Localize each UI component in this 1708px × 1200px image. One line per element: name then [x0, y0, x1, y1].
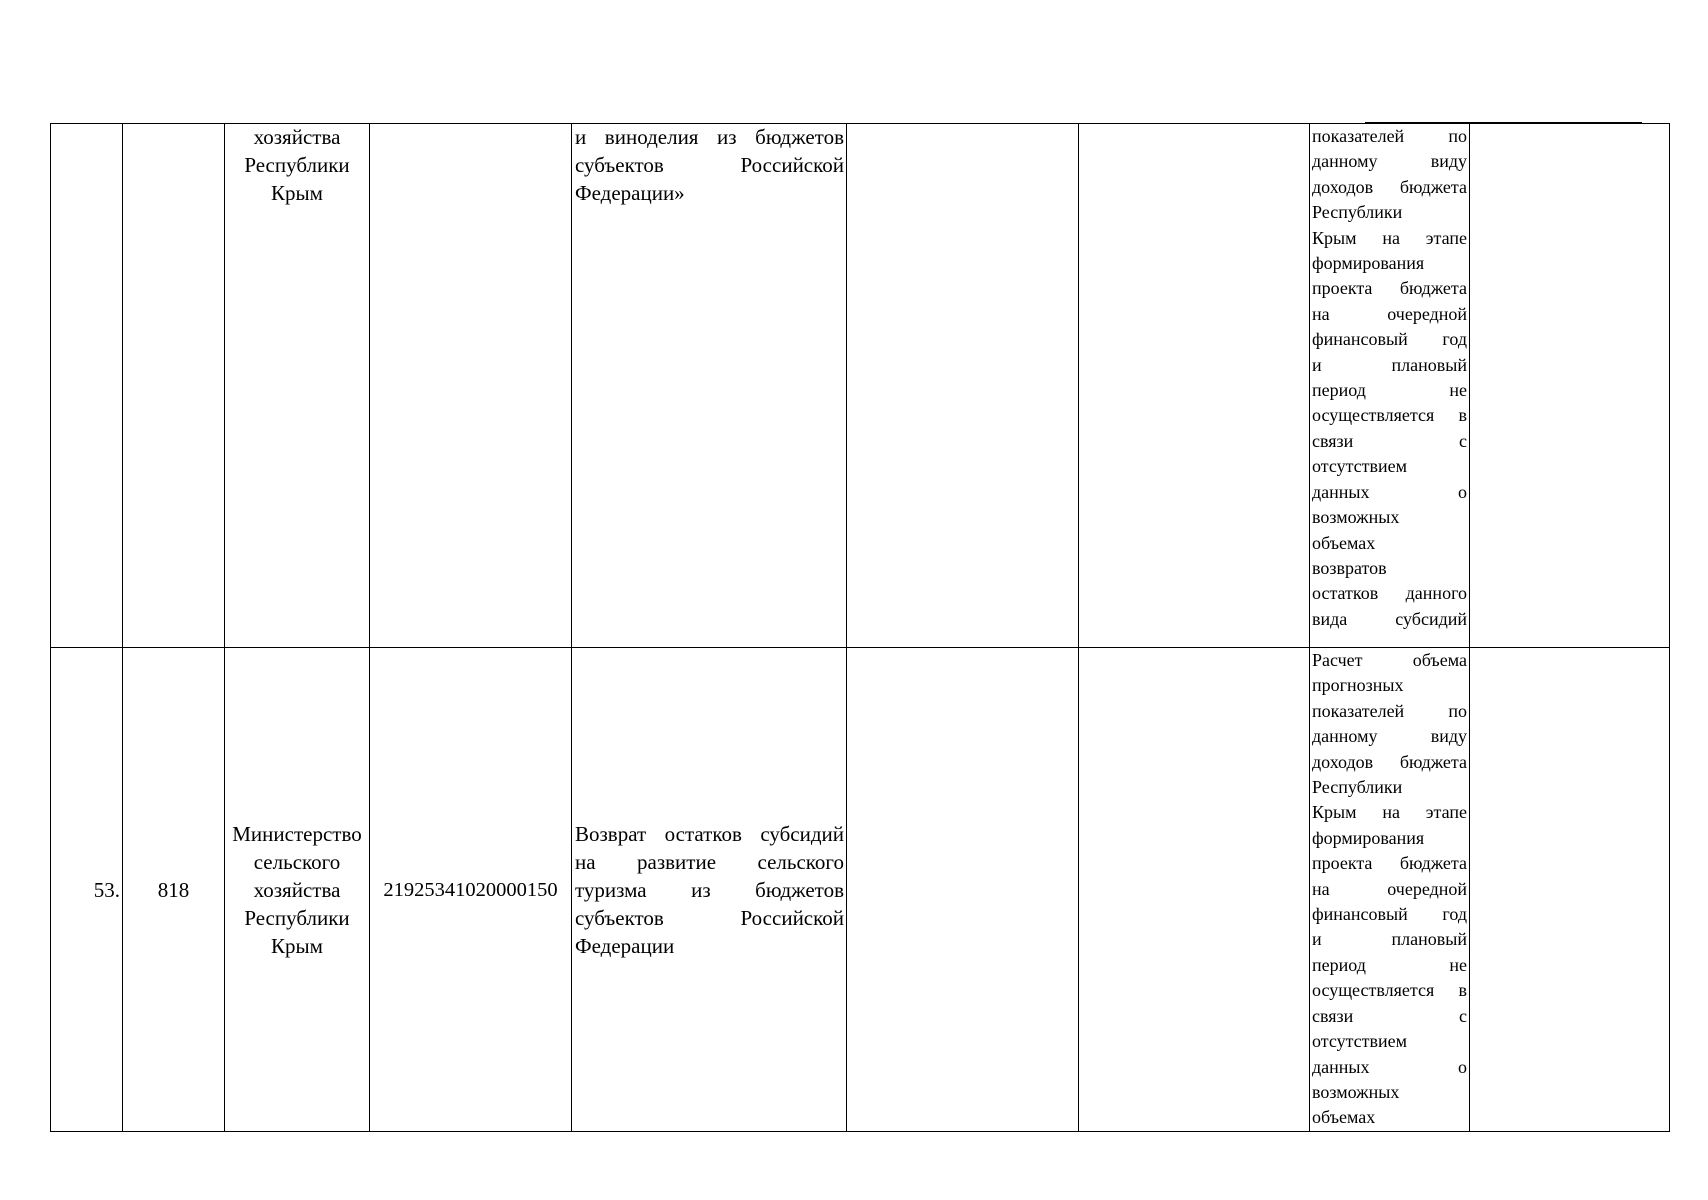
- row-number-cell: [51, 124, 123, 648]
- empty-cell: [847, 648, 1079, 1132]
- method-note-line: связи с: [1312, 1005, 1467, 1026]
- organization-line: Республики: [244, 905, 350, 930]
- method-note-line: финансовый год: [1312, 904, 1467, 925]
- code-cell: 818: [123, 648, 225, 1132]
- method-note-line: остатков данного: [1312, 583, 1467, 604]
- method-note-line: финансовый год: [1312, 329, 1467, 350]
- empty-cell: [1079, 648, 1310, 1132]
- kbk-cell: 21925341020000150: [370, 648, 572, 1132]
- table-row: [51, 648, 1670, 1132]
- organization-line: Министерство: [232, 821, 362, 846]
- revenue-name-cell: [572, 648, 847, 1132]
- empty-cell: [847, 124, 1079, 648]
- method-note-line: отсутствием: [1312, 456, 1408, 477]
- method-note: [1310, 648, 1469, 1131]
- method-note-line: объемах: [1312, 1107, 1376, 1128]
- revenue-table: [50, 123, 1670, 1132]
- method-note-line: Крым на этапе: [1312, 802, 1467, 823]
- organization-line: Крым: [271, 181, 323, 205]
- method-note-line: проекта бюджета: [1312, 278, 1467, 299]
- empty-cell: [1470, 648, 1670, 1132]
- empty-cell: [1079, 124, 1310, 648]
- organization-line: Республики: [244, 153, 350, 177]
- row-number-cell: 53.: [51, 648, 123, 1132]
- method-note-line: осуществляется в: [1312, 980, 1467, 1001]
- revenue-name-line: субъектов Российской: [575, 905, 844, 930]
- method-note-cell: [1310, 124, 1470, 648]
- kbk-cell: [370, 124, 572, 648]
- revenue-name-line: и виноделия из бюджетов: [575, 125, 844, 149]
- code-cell: [123, 124, 225, 648]
- method-note-line: отсутствием: [1312, 1031, 1408, 1052]
- method-note-line: период не: [1312, 954, 1467, 975]
- method-note-line: данных о: [1312, 481, 1467, 502]
- method-note-line: возможных: [1312, 1081, 1400, 1102]
- method-note-line: Республики: [1312, 777, 1403, 798]
- method-note-line: данному виду: [1312, 151, 1467, 172]
- table-row: [51, 124, 1670, 648]
- organization-cell: [225, 648, 370, 1132]
- revenue-name-cell: [572, 124, 847, 648]
- method-note-line: период не: [1312, 380, 1467, 401]
- method-note-line: связи с: [1312, 430, 1467, 451]
- method-note-line: прогнозных: [1312, 675, 1404, 696]
- method-note-line: доходов бюджета: [1312, 751, 1467, 772]
- method-note-line: данному виду: [1312, 726, 1467, 747]
- method-note-line: Крым на этапе: [1312, 227, 1467, 248]
- method-note-line: проекта бюджета: [1312, 853, 1467, 874]
- method-note-line: и плановый: [1312, 929, 1467, 950]
- method-note-line: осуществляется в: [1312, 405, 1467, 426]
- method-note-line: формирования: [1312, 827, 1425, 848]
- organization-line: хозяйства: [253, 877, 341, 902]
- method-note-line: данных о: [1312, 1056, 1467, 1077]
- method-note-line: на очередной: [1312, 878, 1467, 899]
- method-note-line: возвратов: [1312, 557, 1387, 578]
- organization-cell: [225, 124, 370, 648]
- organization-line: хозяйства: [253, 125, 341, 149]
- method-note-cell: [1310, 648, 1470, 1132]
- method-note-line: вида субсидий: [1312, 608, 1467, 629]
- revenue-name-line: Федерации: [575, 933, 675, 958]
- revenue-name-line: Федерации»: [575, 181, 685, 205]
- organization-line: Крым: [271, 933, 323, 958]
- empty-cell: [1470, 124, 1670, 648]
- method-note-line: возможных: [1312, 507, 1400, 528]
- method-note-line: показателей по: [1312, 700, 1467, 721]
- method-note-line: формирования: [1312, 253, 1425, 274]
- method-note-line: Расчет объема: [1312, 650, 1467, 670]
- method-note-line: показателей по: [1312, 126, 1467, 146]
- organization-line: сельского: [253, 849, 341, 874]
- method-note-line: объемах: [1312, 532, 1376, 553]
- revenue-name-line: субъектов Российской: [575, 153, 844, 177]
- revenue-name-line: Возврат остатков субсидий: [575, 821, 844, 846]
- method-note-line: доходов бюджета: [1312, 176, 1467, 197]
- method-note-line: Республики: [1312, 202, 1403, 223]
- method-note-line: на очередной: [1312, 303, 1467, 324]
- revenue-name-line: туризма из бюджетов: [575, 877, 844, 902]
- revenue-name-line: на развитие сельского: [575, 849, 844, 874]
- method-note: [1310, 124, 1469, 632]
- method-note-line: и плановый: [1312, 354, 1467, 375]
